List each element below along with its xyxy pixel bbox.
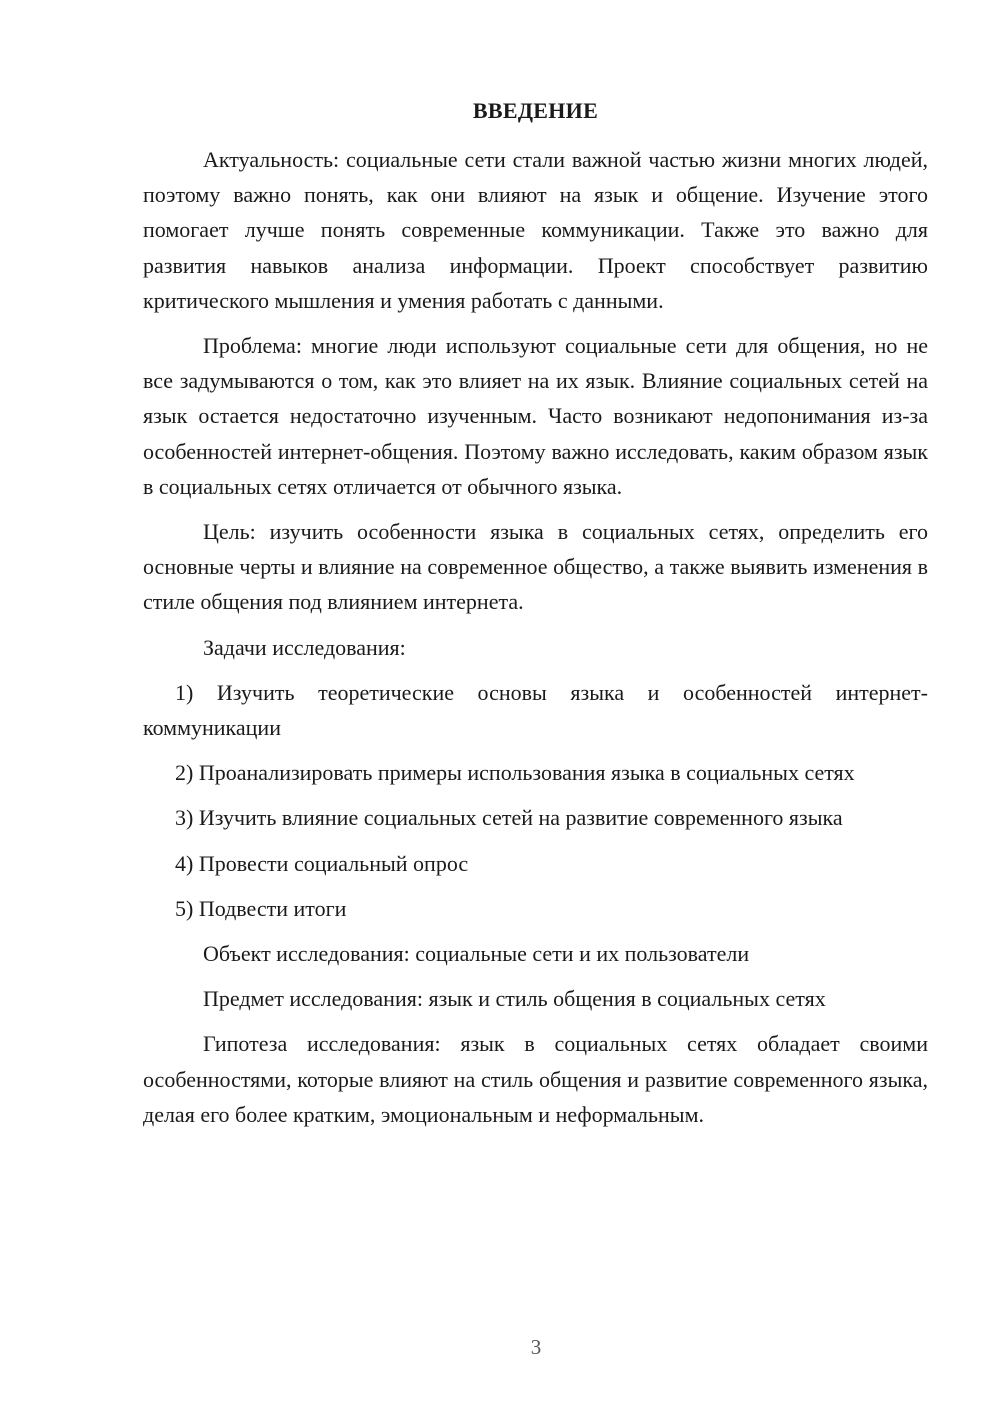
document-body [143,142,928,1142]
task-item-2: 2) Проанализировать примеры использования языка в социальных сетях [175,760,855,786]
paragraph-problem: Проблема: многие люди используют социальные сети для общения, но не все задумываются о том, как это влияет на их язык. Влияние социальных сетей на язык остается недостаточно изученным. Часто возникают недопонимания из-за особенностей интернет-общения. Поэтому важно исследовать, каким образом язык в социальных сетях отличается от обычного языка. [143,333,928,499]
paragraph-tasks-heading: Задачи исследования: [203,634,406,660]
task-item-4: 4) Провести социальный опрос [175,850,469,876]
paragraph-hypothesis: Гипотеза исследования: язык в социальных сетях обладает своими особенностями, которые влияют на стиль общения и развитие современного языка, делая его более кратким, эмоциональным и неформальным. [143,1031,928,1127]
task-item-1: 1) Изучить теоретические основы языка и особенностей интернет-коммуникации [143,679,928,741]
page-number: 3 [530,1335,542,1359]
task-item-3: 3) Изучить влияние социальных сетей на развитие современного языка [175,805,843,831]
task-item-5: 5) Подвести итоги [175,895,347,921]
paragraph-object: Объект исследования: социальные сети и их пользователи [203,941,750,967]
paragraph-goal: Цель: изучить особенности языка в социальных сетях, определить его основные черты и влияние на современное общество, а также выявить изменения в стиле общения под влиянием интернета. [143,519,928,615]
paragraph-relevance: Актуальность: социальные сети стали важной частью жизни многих людей, поэтому важно понять, как они влияют на язык и общение. Изучение этого помогает лучше понять современные коммуникации. Также это важно для развития навыков анализа информации. Проект способствует развитию критического мышления и умения работать с данными. [143,147,928,313]
paragraph-subject: Предмет исследования: язык и стиль общения в социальных сетях [203,986,826,1012]
page-title: ВВЕДЕНИЕ [472,98,599,123]
